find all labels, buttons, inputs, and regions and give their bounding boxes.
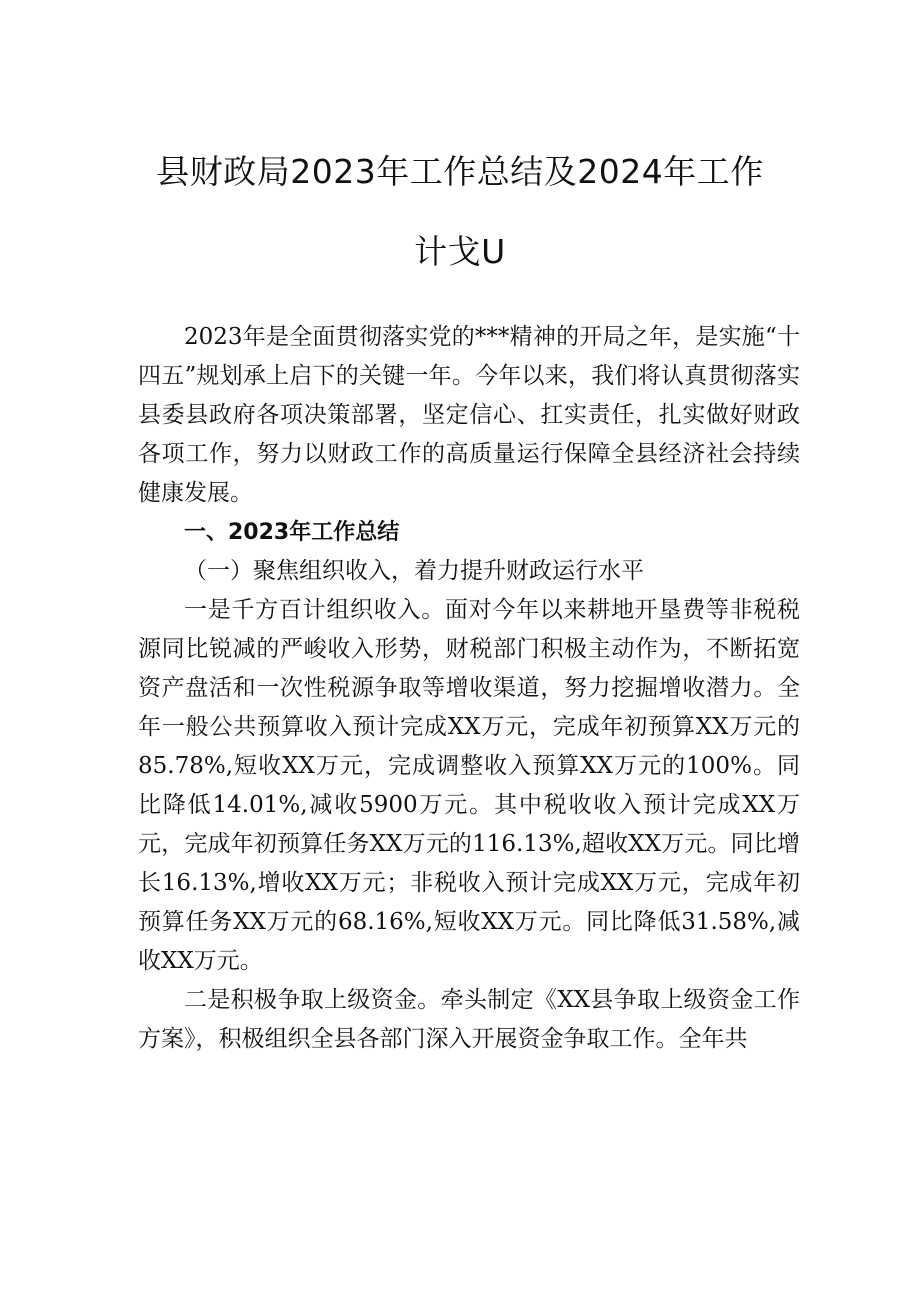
intro-paragraph: 2023年是全面贯彻落实党的***精神的开局之年，是实施“十四五”规划承上启下的关键一年。今年以来，我们将认真贯彻落实县委县政府各项决策部署，坚定信心、扛实责任，扎实做好财政各项工作，努力以财政工作的高质量运行保障全县经济社会持续健康发展。 <box>138 324 800 506</box>
document-title-line-2: 计戈U <box>414 232 506 271</box>
section-heading: 一、2023年工作总结 <box>184 520 400 545</box>
body-paragraph-2: 二是积极争取上级资金。牵头制定《XX县争取上级资金工作方案》，积极组织全县各部门深入开展资金争取工作。全年共 <box>138 987 800 1052</box>
body-paragraph-1: 一是千方百计组织收入。面对今年以来耕地开垦费等非税税源同比锐减的严峻收入形势，财税部门积极主动作为，不断拓宽资产盘活和一次性税源争取等增收渠道，努力挖掘增收潜力。全年一般公共预算收入预计完成XX万元，完成年初预算XX万元的85.78%,短收XX万元，完成调整收入预算XX万元的100%。同比降低14.01%,减收5900万元。其中税收收入预计完成XX万元，完成年初预算任务XX万元的116.13%,超收XX万元。同比增长16.13%,增收XX万元；非税收入预计完成XX万元，完成年初预算任务XX万元的68.16%,短收XX万元。同比降低31.58%,减收XX万元。 <box>138 597 800 974</box>
document-title-line-1: 县财政局2023年工作总结及2024年工作 <box>156 152 764 191</box>
document-body <box>138 318 800 1059</box>
subsection-heading: （一）聚焦组织收入，着力提升财政运行水平 <box>184 558 644 584</box>
